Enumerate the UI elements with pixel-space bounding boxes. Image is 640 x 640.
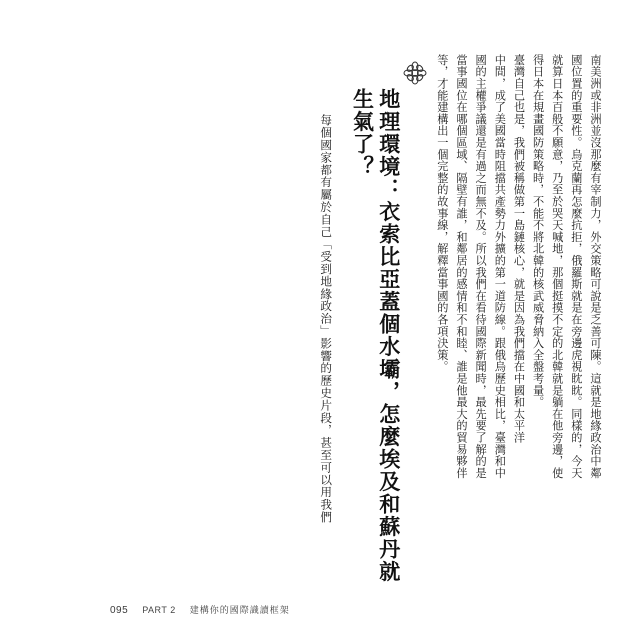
body-column: 當事國位在哪個區域、隔壁有誰，和鄰居的感情和不和睦、誰是他最大的貿易夥伴 [455, 54, 468, 479]
page-body [110, 54, 604, 583]
body-column: 國位置的重要性。烏克蘭再怎麼抗拒，俄羅斯就是在旁邊虎視眈眈。同樣的，今天 [569, 54, 582, 479]
body-column: 就算日本百般不願意，乃至於哭天喊地，那個挺摸不定的北韓就是躺在他旁邊，使 [550, 54, 563, 479]
lead-paragraph: 每個國家都有屬於自己「受到地緣政治」影響的歷史片段，甚至可以用我們 [319, 114, 333, 524]
body-column: 等，才能建構出一個完整的故事線，解釋當事國的各項決策。 [435, 54, 448, 373]
page-footer [110, 603, 290, 616]
body-column: 得日本在規畫國防策略時，不能不將北韓的核武威脅納入全盤考量。 [531, 54, 544, 408]
body-column: 南美洲或非洲並沒那麼有宰制力，外交策略可說是乏善可陳。這就是地緣政治中鄰 [589, 54, 601, 479]
body-column: 臺灣自己也是，我們被稱做第一島鏈核心，就是因為我們擋在中國和太平洋 [512, 54, 525, 444]
footer-section-title: 建構你的國際識讀框架 [189, 605, 290, 615]
chapter-title: 地理環境：衣索比亞蓋個水壩，怎麼埃及和蘇丹就生氣了？ [350, 88, 401, 583]
chapter-heading [349, 54, 430, 583]
flower-ornament-icon [402, 60, 428, 86]
body-column: 中間，成了美國當時阻擋共產勢力外擴的第一道防線。跟俄烏歷史相比，臺灣和中 [493, 54, 506, 479]
footer-part-label: PART 2 [142, 605, 176, 615]
page-number: 095 [110, 605, 129, 616]
body-column: 國的主權爭議還是有過之而無不及。所以我們在看待國際新聞時，最先要了解的是 [474, 54, 487, 479]
